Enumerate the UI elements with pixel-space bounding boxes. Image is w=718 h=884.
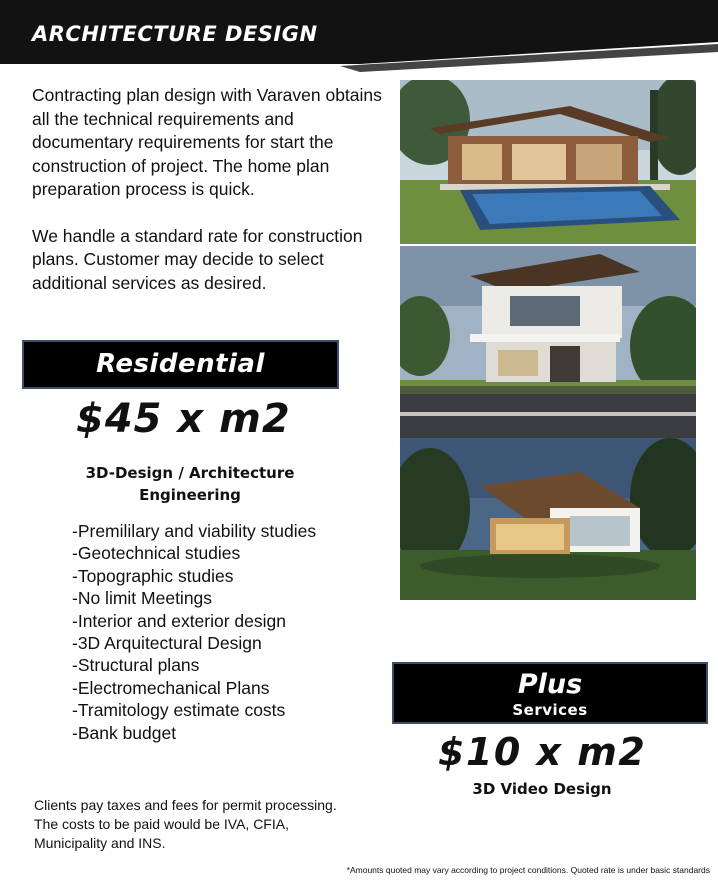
feature-item: -Interior and exterior design bbox=[72, 610, 286, 631]
modern-house-at-dusk-photo bbox=[400, 438, 696, 600]
feature-item: -Bank budget bbox=[72, 722, 177, 743]
taxes-line-3: Municipality and INS. bbox=[34, 835, 166, 851]
residential-features-list bbox=[72, 520, 316, 744]
residential-price: $45 x m2 bbox=[76, 396, 291, 442]
plus-service: 3D Video Design bbox=[472, 780, 612, 798]
intro-paragraph-2: We handle a standard rate for construction plans. Customer may decide to select additional services as desired. bbox=[32, 225, 363, 293]
feature-item: -Premililary and viability studies bbox=[72, 521, 317, 541]
intro-text bbox=[32, 84, 382, 318]
plus-price: $10 x m2 bbox=[438, 730, 647, 774]
residential-service-line-2: Engineering bbox=[139, 486, 241, 504]
plus-subtitle: Services bbox=[512, 701, 588, 719]
plus-title: Plus bbox=[517, 669, 583, 700]
disclaimer: *Amounts quoted may vary according to project conditions. Quoted rate is under basic standards bbox=[346, 865, 710, 875]
feature-item: -No limit Meetings bbox=[72, 588, 213, 609]
taxes-line-1: Clients pay taxes and fees for permit processing. bbox=[34, 797, 337, 813]
feature-item: -3D Arquitectural Design bbox=[72, 633, 262, 654]
page-title: ARCHITECTURE DESIGN bbox=[32, 22, 318, 46]
header-banner bbox=[0, 0, 718, 72]
intro-paragraph-1: Contracting plan design with Varaven obtains all the technical requirements and documentary requirements for start the construction of project. The home plan preparation process is quick. bbox=[32, 85, 382, 199]
modern-house-with-pool-photo bbox=[400, 80, 696, 244]
feature-item: -Geotechnical studies bbox=[72, 543, 241, 564]
taxes-line-2: The costs to be paid would be IVA, CFIA, bbox=[34, 816, 289, 832]
residential-label: Residential bbox=[96, 349, 265, 379]
feature-item: -Tramitology estimate costs bbox=[72, 700, 286, 721]
residential-service-line-1: 3D-Design / Architecture bbox=[85, 464, 295, 482]
residential-service bbox=[60, 462, 320, 506]
residential-label-box bbox=[22, 340, 339, 389]
feature-item: -Topographic studies bbox=[72, 565, 234, 586]
feature-item: -Electromechanical Plans bbox=[72, 677, 270, 698]
feature-item: -Structural plans bbox=[72, 655, 200, 676]
taxes-note bbox=[34, 796, 394, 853]
two-story-modern-house-photo bbox=[400, 246, 696, 438]
plus-services-box bbox=[392, 662, 708, 724]
